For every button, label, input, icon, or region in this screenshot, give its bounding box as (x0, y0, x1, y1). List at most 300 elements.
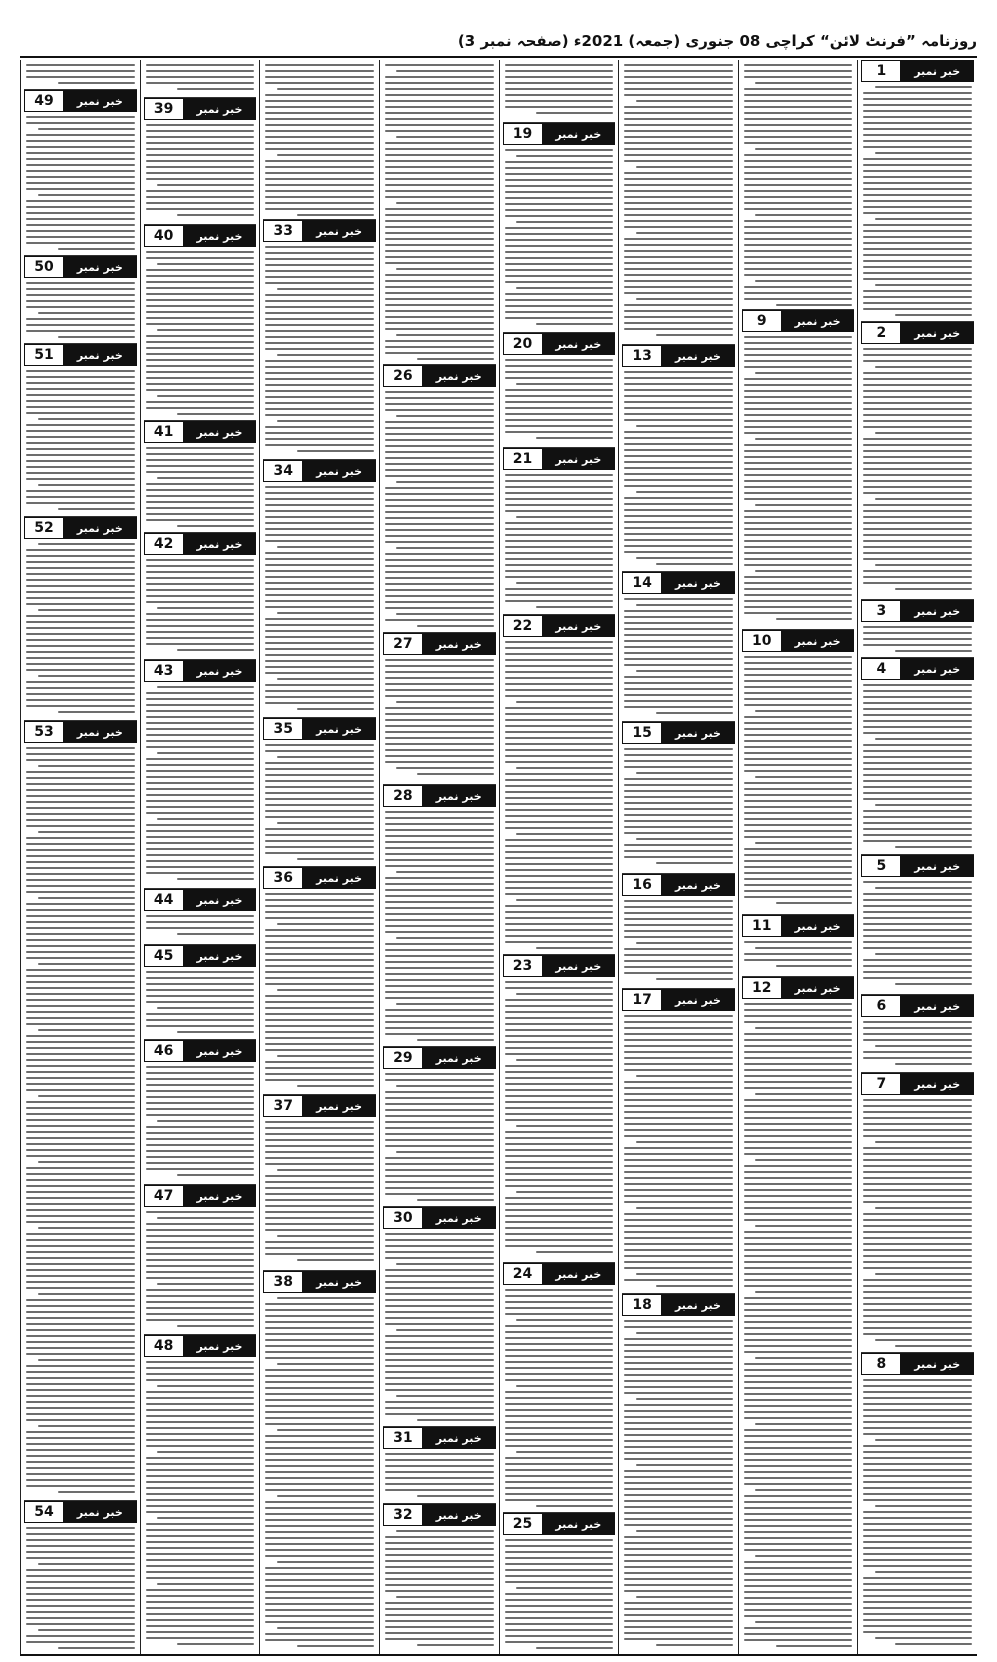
text-line (624, 1404, 733, 1406)
text-line (396, 1085, 493, 1087)
text-line (146, 728, 255, 730)
text-line (277, 546, 374, 548)
text-line (146, 371, 255, 373)
news-item-body (503, 359, 616, 439)
text-line (624, 322, 733, 324)
text-line (26, 1053, 135, 1055)
text-line (385, 250, 494, 252)
text-line (26, 627, 135, 629)
news-item (861, 1353, 974, 1653)
text-line (516, 899, 613, 901)
text-line (744, 1603, 853, 1605)
text-line (624, 413, 733, 415)
text-line (146, 583, 255, 585)
text-line (385, 1371, 494, 1373)
news-item-number: 38 (264, 1272, 303, 1292)
text-line (863, 1051, 972, 1053)
text-line (505, 1113, 614, 1115)
news-item (742, 630, 855, 913)
text-line (863, 947, 972, 949)
news-item-header (383, 633, 496, 655)
text-line (177, 1325, 254, 1327)
news-item-body (622, 900, 735, 980)
news-item (861, 600, 974, 656)
text-line (505, 1623, 614, 1625)
text-line (536, 323, 613, 325)
news-item-number: 52 (25, 518, 64, 538)
text-line (265, 768, 374, 770)
text-line (265, 1127, 374, 1129)
text-line (624, 1482, 733, 1484)
text-line (26, 837, 135, 839)
text-line (624, 383, 733, 385)
text-line (863, 248, 972, 250)
text-line (146, 1084, 255, 1086)
text-line (863, 899, 972, 901)
news-item-label: خبر نمبر (901, 1074, 973, 1094)
text-line (744, 746, 853, 748)
text-line (146, 989, 255, 991)
text-line (396, 701, 493, 703)
text-line (177, 1643, 254, 1645)
news-item-label: خبر نمبر (782, 311, 854, 331)
text-line (385, 1335, 494, 1337)
text-line (265, 1633, 374, 1635)
text-line (505, 534, 614, 536)
text-line (385, 487, 494, 489)
text-line (385, 755, 494, 757)
text-line (744, 1471, 853, 1473)
text-line (265, 852, 374, 854)
text-line (505, 1325, 614, 1327)
text-line (505, 431, 614, 433)
text-line (146, 613, 255, 615)
text-line (505, 809, 614, 811)
text-line (277, 678, 374, 680)
text-line (146, 619, 255, 621)
text-line (26, 849, 135, 851)
text-line (863, 935, 972, 937)
text-line (505, 1203, 614, 1205)
text-line (26, 945, 135, 947)
news-item-number: 28 (384, 786, 423, 806)
text-line (744, 1447, 853, 1449)
text-line (624, 1458, 733, 1460)
text-line (385, 659, 494, 661)
news-item-number: 11 (743, 916, 782, 936)
text-line (505, 1343, 614, 1345)
text-line (385, 997, 494, 999)
text-line (744, 1297, 853, 1299)
text-line (744, 1639, 853, 1641)
news-column (618, 60, 738, 1655)
text-line (385, 124, 494, 126)
text-line (744, 540, 853, 542)
text-line (744, 274, 853, 276)
text-line (863, 182, 972, 184)
text-line (26, 282, 135, 284)
text-line (146, 927, 255, 929)
text-line (26, 753, 135, 755)
text-line (516, 516, 613, 518)
text-line (26, 1323, 135, 1325)
text-line (417, 358, 494, 360)
text-line (505, 504, 614, 506)
text-line (146, 722, 255, 724)
text-line (744, 1219, 853, 1221)
text-line (265, 1333, 374, 1335)
news-item (503, 333, 616, 446)
text-line (26, 951, 135, 953)
text-line (385, 683, 494, 685)
text-line (146, 1589, 255, 1591)
text-line (636, 838, 733, 840)
text-line (744, 764, 853, 766)
text-line (624, 130, 733, 132)
news-item-number: 46 (145, 1041, 184, 1061)
text-line (744, 600, 853, 602)
text-line (146, 971, 255, 973)
text-line (624, 497, 733, 499)
text-line (58, 508, 135, 510)
text-line (624, 766, 733, 768)
news-item-body (144, 1211, 257, 1327)
text-line (146, 1409, 255, 1411)
text-line (863, 140, 972, 142)
text-line (265, 1471, 374, 1473)
text-line (265, 1181, 374, 1183)
text-line (505, 749, 614, 751)
text-line (863, 1493, 972, 1495)
text-line (863, 644, 972, 646)
text-line (624, 748, 733, 750)
text-line (744, 558, 853, 560)
text-line (38, 312, 135, 314)
text-line (265, 258, 374, 260)
text-line (277, 923, 374, 925)
text-line (744, 1417, 853, 1419)
text-line (863, 1463, 972, 1465)
news-item-header (144, 225, 257, 247)
text-line (624, 70, 733, 72)
text-line (385, 1115, 494, 1117)
text-line (26, 1335, 135, 1337)
text-line (505, 1635, 614, 1637)
news-item (622, 60, 735, 343)
text-line (26, 1587, 135, 1589)
text-line (26, 370, 135, 372)
text-line (863, 1237, 972, 1239)
text-line (146, 269, 255, 271)
text-line (863, 1243, 972, 1245)
text-line (744, 1501, 853, 1503)
text-line (505, 695, 614, 697)
text-line (863, 1469, 972, 1471)
text-line (265, 70, 374, 72)
text-line (265, 1543, 374, 1545)
text-line (624, 1165, 733, 1167)
text-line (146, 559, 255, 561)
text-line (636, 232, 733, 234)
text-line (385, 1193, 494, 1195)
text-line (265, 76, 374, 78)
news-item-header (622, 722, 735, 744)
text-line (265, 276, 374, 278)
text-line (146, 625, 255, 627)
text-line (385, 523, 494, 525)
text-line (744, 354, 853, 356)
text-line (636, 557, 733, 559)
text-line (863, 786, 972, 788)
text-line (624, 389, 733, 391)
text-line (505, 999, 614, 1001)
text-line (265, 1073, 374, 1075)
text-line (265, 696, 374, 698)
text-line (863, 486, 972, 488)
text-line (385, 517, 494, 519)
text-line (146, 202, 255, 204)
text-line (396, 1151, 493, 1153)
text-line (624, 1416, 733, 1418)
text-line (875, 1505, 972, 1507)
text-line (26, 1191, 135, 1193)
text-line (863, 242, 972, 244)
text-line (265, 1549, 374, 1551)
text-line (744, 1531, 853, 1533)
text-line (624, 316, 733, 318)
text-line (624, 1524, 733, 1526)
text-line (146, 1132, 255, 1134)
text-line (58, 248, 135, 250)
text-line (146, 124, 255, 126)
text-line (516, 833, 613, 835)
text-line (744, 462, 853, 464)
news-item-header (24, 517, 137, 539)
text-line (385, 823, 494, 825)
text-line (146, 866, 255, 868)
text-line (146, 453, 255, 455)
text-line (265, 917, 374, 919)
text-line (277, 354, 374, 356)
text-line (26, 1575, 135, 1577)
text-line (624, 1560, 733, 1562)
text-line (505, 311, 614, 313)
text-line (505, 1089, 614, 1091)
text-line (26, 783, 135, 785)
text-line (396, 481, 493, 483)
text-line (505, 1233, 614, 1235)
text-line (265, 306, 374, 308)
text-line (26, 1305, 135, 1307)
text-line (396, 334, 493, 336)
text-line (624, 1440, 733, 1442)
text-line (863, 98, 972, 100)
text-line (26, 1623, 135, 1625)
text-line (744, 1483, 853, 1485)
text-line (417, 1495, 494, 1497)
text-line (146, 1301, 255, 1303)
text-line (265, 1315, 374, 1317)
text-line (385, 130, 494, 132)
text-line (385, 1033, 494, 1035)
news-item-header (144, 533, 257, 555)
text-line (385, 184, 494, 186)
text-line (265, 1465, 374, 1467)
text-line (505, 1005, 614, 1007)
text-line (146, 734, 255, 736)
text-line (385, 1133, 494, 1135)
text-line (624, 1350, 733, 1352)
text-line (146, 1523, 255, 1525)
text-line (26, 140, 135, 142)
text-line (624, 178, 733, 180)
text-line (26, 76, 135, 78)
text-line (265, 366, 374, 368)
text-line (624, 515, 733, 517)
text-line (26, 134, 135, 136)
text-line (505, 546, 614, 548)
text-line (385, 1181, 494, 1183)
text-line (755, 1423, 852, 1425)
text-line (146, 1361, 255, 1363)
text-line (505, 492, 614, 494)
text-line (624, 966, 733, 968)
text-line (26, 1059, 135, 1061)
text-line (875, 1339, 972, 1341)
news-item (263, 460, 376, 716)
news-item-header (861, 1353, 974, 1375)
text-line (744, 426, 853, 428)
text-line (755, 1027, 852, 1029)
text-line (265, 1579, 374, 1581)
text-line (624, 539, 733, 541)
text-line (744, 1573, 853, 1575)
text-line (177, 933, 254, 935)
text-line (863, 474, 972, 476)
text-line (505, 1569, 614, 1571)
text-line (863, 1135, 972, 1137)
text-line (755, 1225, 852, 1227)
text-line (385, 1015, 494, 1017)
text-line (26, 789, 135, 791)
text-line (505, 863, 614, 865)
text-line (624, 172, 733, 174)
news-item-header (742, 310, 855, 332)
news-item-body (742, 941, 855, 967)
text-line (385, 1103, 494, 1105)
text-line (755, 1093, 852, 1095)
text-line (744, 1345, 853, 1347)
text-line (385, 142, 494, 144)
text-line (265, 1381, 374, 1383)
text-line (146, 1126, 255, 1128)
text-line (385, 154, 494, 156)
text-line (624, 1279, 733, 1281)
text-line (863, 230, 972, 232)
text-line (863, 302, 972, 304)
text-line (636, 1141, 733, 1143)
text-line (863, 170, 972, 172)
text-line (157, 818, 254, 820)
text-line (396, 415, 493, 417)
text-line (505, 659, 614, 661)
text-line (265, 762, 374, 764)
text-line (624, 628, 733, 630)
text-line (146, 692, 255, 694)
text-line (624, 1201, 733, 1203)
text-line (744, 1249, 853, 1251)
text-line (863, 1619, 972, 1621)
text-line (744, 662, 853, 664)
text-line (385, 160, 494, 162)
news-item-body (742, 336, 855, 620)
news-item (263, 867, 376, 1093)
text-line (146, 335, 255, 337)
news-item-label: خبر نمبر (184, 1186, 256, 1206)
text-line (146, 1499, 255, 1501)
news-item-label: خبر نمبر (423, 1505, 495, 1525)
text-line (505, 1307, 614, 1309)
text-line (505, 389, 614, 391)
text-line (265, 911, 374, 913)
text-line (755, 82, 852, 84)
text-line (265, 312, 374, 314)
text-line (744, 342, 853, 344)
text-line (385, 695, 494, 697)
text-line (863, 1129, 972, 1131)
text-line (624, 1374, 733, 1376)
news-item (24, 721, 137, 1499)
text-line (26, 1005, 135, 1007)
news-item-header (503, 123, 616, 145)
text-line (146, 1096, 255, 1098)
text-line (863, 810, 972, 812)
text-line (624, 112, 733, 114)
news-item-number: 27 (384, 634, 423, 654)
news-item-label: خبر نمبر (662, 573, 734, 593)
text-line (624, 292, 733, 294)
text-line (505, 215, 614, 217)
text-line (146, 1150, 255, 1152)
news-item (383, 1207, 496, 1425)
text-line (624, 1219, 733, 1221)
text-line (146, 483, 255, 485)
text-line (744, 220, 853, 222)
text-line (265, 1423, 374, 1425)
text-line (265, 1405, 374, 1407)
text-line (875, 432, 972, 434)
text-line (863, 266, 972, 268)
text-line (385, 280, 494, 282)
news-item-number: 39 (145, 99, 184, 119)
text-line (776, 902, 853, 904)
text-line (26, 1413, 135, 1415)
text-line (146, 407, 255, 409)
text-line (385, 1638, 494, 1640)
text-line (385, 943, 494, 945)
news-item-number: 20 (504, 334, 543, 354)
news-item (861, 658, 974, 853)
text-line (146, 1553, 255, 1555)
text-line (744, 1387, 853, 1389)
text-line (744, 668, 853, 670)
text-line (146, 1211, 255, 1213)
text-line (265, 846, 374, 848)
text-line (863, 828, 972, 830)
text-line (385, 955, 494, 957)
text-line (624, 784, 733, 786)
text-line (863, 774, 972, 776)
